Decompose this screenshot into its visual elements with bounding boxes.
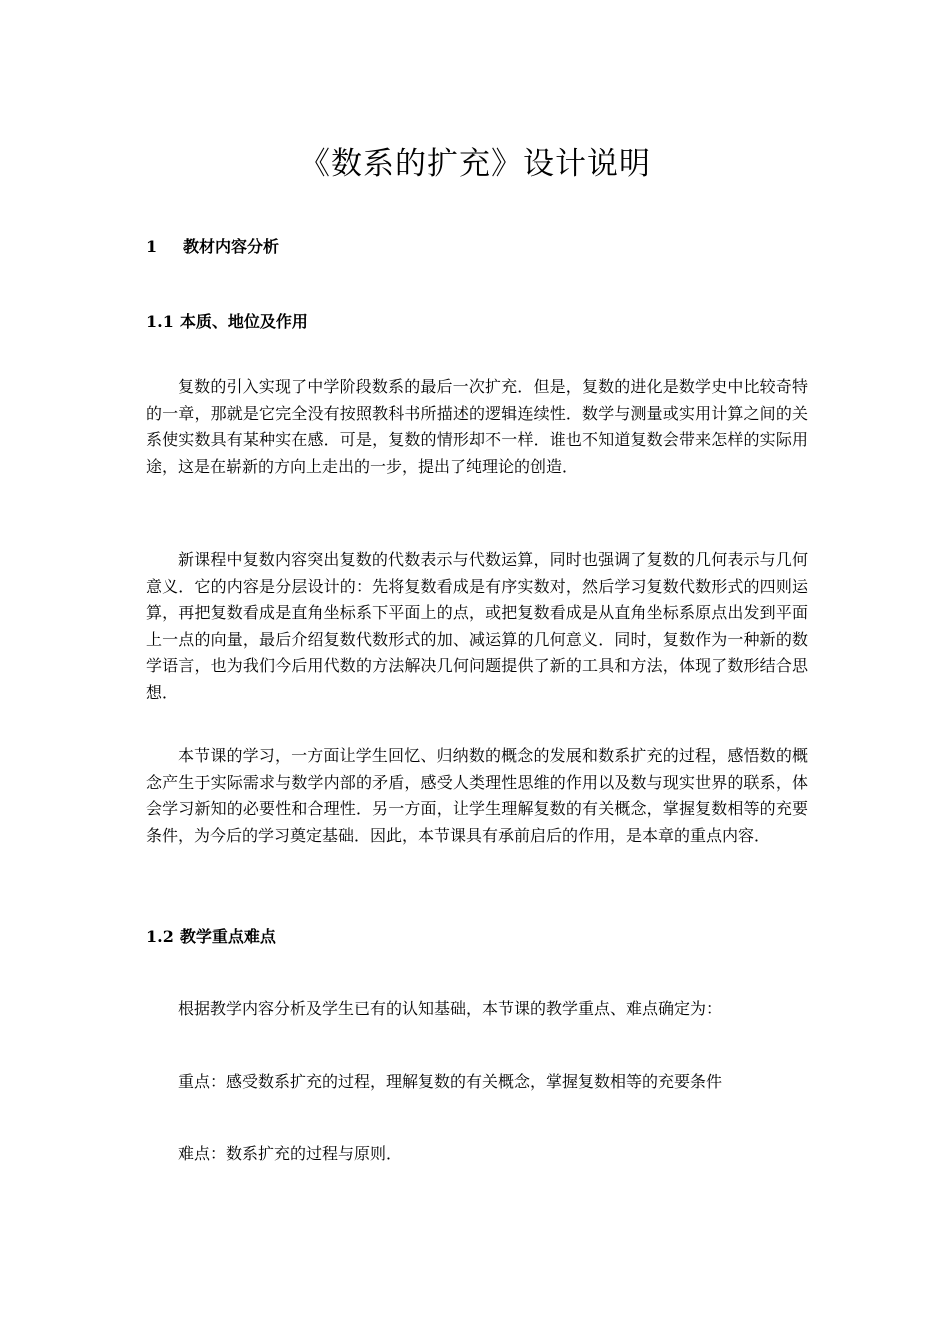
paragraph-3: 本节课的学习，一方面让学生回忆、归纳数的概念的发展和数系扩充的过程，感悟数的概念产生于实际需求与数学内部的矛盾，感受人类理性思维的作用以及数与现实世界的联系，体会学习新知的必要性和合理性．另一方面，让学生理解复数的有关概念，掌握复数相等的充要条件，为今后的学习奠定基础．因此，本节课具有承前启后的作用，是本章的重点内容． bbox=[146, 746, 808, 845]
difficulty-line: 难点：数系扩充的过程与原则． bbox=[178, 1144, 403, 1163]
page-title: 《数系的扩充》设计说明 bbox=[299, 146, 651, 182]
section-1-1-number: 1.1 bbox=[146, 312, 174, 331]
section-1-title: 教材内容分析 bbox=[183, 237, 280, 256]
section-1-2-heading bbox=[146, 924, 276, 947]
section-1-2-number: 1.2 bbox=[146, 927, 174, 946]
section-1-1-title: 本质、地位及作用 bbox=[179, 312, 308, 331]
teaching-focus-intro: 根据教学内容分析及学生已有的认知基础，本节课的教学重点、难点确定为： bbox=[178, 999, 723, 1018]
paragraph-2: 新课程中复数内容突出复数的代数表示与代数运算，同时也强调了复数的几何表示与几何意义．它的内容是分层设计的：先将复数看成是有序实数对，然后学习复数代数形式的四则运算，再把复数看成是直角坐标系下平面上的点，或把复数看成是从直角坐标系原点出发到平面上一点的向量，最后介绍复数代数形式的加、减运算的几何意义．同时，复数作为一种新的数学语言，也为我们今后用代数的方法解决几何问题提供了新的工具和方法，体现了数形结合思想． bbox=[146, 550, 808, 702]
paragraph-1: 复数的引入实现了中学阶段数系的最后一次扩充．但是，复数的进化是数学史中比较奇特的一章，那就是它完全没有按照教科书所描述的逻辑连续性．数学与测量或实用计算之间的关系使实数具有某种实在感．可是，复数的情形却不一样．谁也不知道复数会带来怎样的实际用途，这是在崭新的方向上走出的一步，提出了纯理论的创造． bbox=[146, 377, 808, 476]
key-point-line: 重点：感受数系扩充的过程，理解复数的有关概念，掌握复数相等的充要条件 bbox=[178, 1072, 723, 1091]
section-1-2-title: 教学重点难点 bbox=[179, 927, 276, 946]
section-1-heading bbox=[146, 234, 279, 257]
section-1-1-heading bbox=[146, 309, 308, 332]
section-1-number: 1 bbox=[146, 237, 158, 256]
